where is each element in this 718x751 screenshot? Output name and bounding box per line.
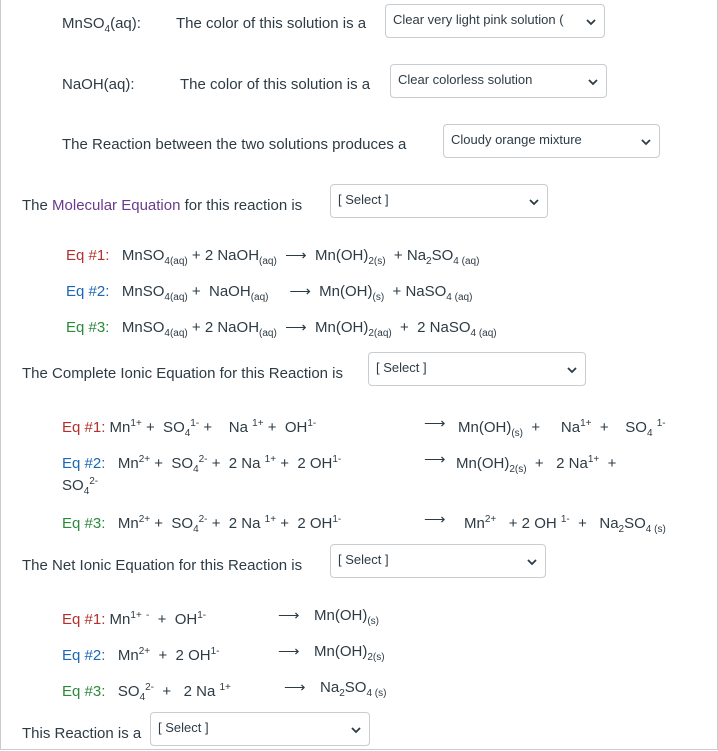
q3-selected-value: Cloudy orange mixture — [451, 132, 582, 147]
q5-selected-value: [ Select ] — [376, 360, 427, 375]
complete-eq2-products: $Mn(OH)_{2(s)} + 2$ $Na^{1+}$ + — [456, 454, 617, 475]
complete-eq2-arrow: ⟶ — [424, 451, 446, 468]
chevron-down-icon — [567, 365, 577, 375]
chevron-down-icon — [588, 77, 598, 87]
q1-prompt: The color of this solution is a — [176, 15, 367, 32]
q6-prompt: The Net Ionic Equation for this Reaction is — [22, 557, 303, 574]
q7-selected-value: [ Select ] — [158, 720, 209, 735]
complete-eq2-products-wrap: $SO_4^{2-}$ — [62, 476, 99, 497]
q7-prompt: This Reaction is a — [22, 725, 142, 742]
net-eq1: Eq #1: $Mn^{1+}$ $^- + OH^{1-}$ — [62, 610, 207, 628]
complete-eq1-arrow: ⟶ — [424, 415, 446, 432]
q2-selected-value: Clear colorless solution — [398, 72, 533, 87]
chevron-down-icon — [586, 17, 596, 27]
molecular-eq3: Eq #3: MnSO$_{4(aq)}$ + 2 NaOH$_{(aq)}$ ⟶ $Mn(OH)_{2(aq)} + 2$ NaSO$_{4 (aq)}$ — [66, 319, 497, 339]
q2-prompt: The color of this solution is a — [180, 76, 371, 93]
naoh-label: NaOH(aq): — [62, 76, 135, 93]
complete-eq1: Eq #1: $Mn^{1+} + SO_4^{1-}$ + Na $^{1+} + OH^{1-}$ — [62, 418, 317, 439]
q6-selected-value: [ Select ] — [338, 552, 389, 567]
q7-reaction-type-select[interactable] — [150, 712, 370, 746]
chevron-down-icon — [641, 137, 651, 147]
chevron-down-icon — [529, 197, 539, 207]
net-eq3: Eq #3: $SO_4^{2-} + 2$ Na $^{1+}$ — [62, 682, 231, 703]
q6-net-ionic-select[interactable] — [330, 544, 546, 578]
chevron-down-icon — [527, 557, 537, 567]
q1-color-select[interactable] — [385, 4, 605, 38]
molecular-eq2: Eq #2: MnSO$_{4(aq)}$ + NaOH$_{(aq)}$ ⟶ $Mn(OH)_{(s)}$ + NaSO$_{4 (aq)}$ — [66, 283, 473, 303]
q4-selected-value: [ Select ] — [338, 192, 389, 207]
complete-eq3: Eq #3: $Mn^{2+} + SO_4^{2-} + 2$ Na $^{1+}$ + 2 $OH^{1-}$ — [62, 514, 342, 535]
q3-prompt: The Reaction between the two solutions produces a — [62, 136, 407, 153]
q4-molecular-select[interactable] — [330, 184, 548, 218]
net-eq2: Eq #2: $Mn^{2+} + 2$ $OH^{1-}$ — [62, 646, 220, 664]
q3-reaction-select[interactable] — [443, 124, 660, 158]
q5-complete-ionic-select[interactable] — [368, 352, 586, 386]
mnso4-label: MnSO$_4$(aq): — [62, 15, 141, 35]
net-eq2-products: $Mn(OH)_{2(s)}$ — [314, 643, 385, 663]
q1-selected-value: Clear very light pink solution ( — [393, 12, 564, 27]
net-eq2-arrow: ⟶ — [278, 643, 300, 660]
complete-eq2: Eq #2: $Mn^{2+} + SO_4^{2-} + 2$ Na $^{1+}$ + 2 $OH^{1-}$ — [62, 454, 342, 475]
net-eq3-products: $Na_2SO_{4 (s)}$ — [320, 679, 387, 699]
net-eq1-products: $Mn(OH)_{(s)}$ — [314, 607, 379, 627]
q4-prompt: The Molecular Equation for this reaction is — [22, 197, 303, 214]
net-eq3-arrow: ⟶ — [284, 679, 306, 696]
complete-eq3-arrow: ⟶ — [424, 511, 446, 528]
chevron-down-icon — [351, 725, 361, 735]
net-eq1-arrow: ⟶ — [278, 607, 300, 624]
molecular-eq1: Eq #1: MnSO$_{4(aq)}$ + 2 NaOH$_{(aq)}$ ⟶ $Mn(OH)_{2(s)} + Na_2SO_{4 (aq)}$ — [66, 247, 480, 267]
q5-prompt: The Complete Ionic Equation for this Reaction is — [22, 365, 343, 382]
molecular-equation-term: Molecular Equation — [52, 197, 181, 214]
complete-eq3-products: $Mn^{2+} + 2$ OH $^{1-} + Na_2SO_{4 (s)}$ — [464, 514, 666, 535]
q2-color-select[interactable] — [390, 64, 607, 98]
complete-eq1-products: $Mn(OH)_{(s)}$ + $Na^{1+}$ + $SO_4$ $^{1-}$ — [458, 418, 666, 439]
